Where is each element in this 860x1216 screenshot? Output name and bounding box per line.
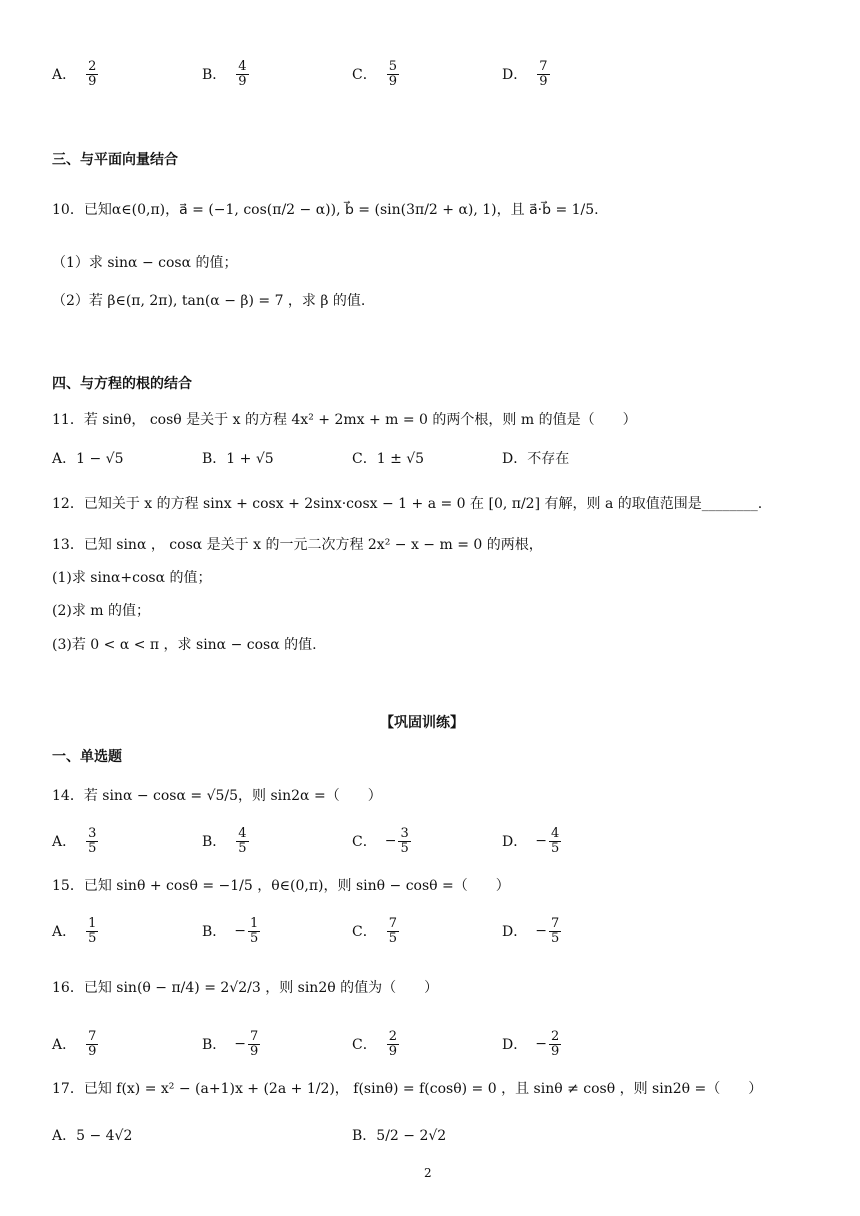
option-label: A． [52, 924, 77, 940]
question-13-part-2: (2)求 m 的值； [52, 603, 151, 619]
question-13-part-3: (3)若 0 < α < π ，求 sinα − cosα 的值. [52, 637, 317, 653]
option-label: D． [502, 1037, 528, 1053]
option-label: C． [352, 834, 377, 850]
option-c[interactable] [352, 821, 413, 861]
section-heading: 三、与平面向量结合 [52, 152, 178, 168]
option-value: $\frac{7}{5}$ [388, 915, 397, 946]
option-label: D． [502, 834, 528, 850]
question-13: 13．已知 sinα ， cosα 是关于 x 的一元二次方程 2x² − x − m = 0 的两根， [52, 537, 543, 553]
practice-title: 【巩固训练】 [380, 715, 464, 731]
option-value: $\frac{4}{5}$ [550, 825, 560, 856]
option-a[interactable] [52, 54, 100, 94]
option-d[interactable]: D．不存在 [502, 451, 570, 467]
option-value: $\frac{5}{9}$ [388, 58, 397, 89]
option-value: $\frac{7}{9}$ [539, 58, 548, 89]
option-label: B． [202, 924, 227, 940]
question-13-part-1: (1)求 sinα+cosα 的值； [52, 570, 212, 586]
option-c[interactable] [352, 911, 401, 951]
option-value: $\frac{7}{9}$ [88, 1028, 97, 1059]
option-value: $\frac{4}{5}$ [238, 825, 247, 856]
option-label: D． [502, 67, 528, 83]
option-label: B． [202, 67, 227, 83]
option-value: $\frac{7}{9}$ [250, 1028, 259, 1059]
section-heading: 四、与方程的根的结合 [52, 376, 192, 392]
option-c[interactable]: C．1 ± √5 [352, 451, 425, 467]
option-label: A． [52, 1037, 77, 1053]
option-label: C． [352, 924, 377, 940]
option-d[interactable] [502, 821, 563, 861]
option-value: $\frac{1}{5}$ [250, 915, 259, 946]
option-value: $\frac{4}{9}$ [238, 58, 247, 89]
option-d[interactable] [502, 54, 552, 94]
option-sign: − [234, 923, 247, 939]
option-b[interactable] [202, 911, 262, 951]
option-label: B． [202, 834, 227, 850]
option-label: D． [502, 924, 528, 940]
option-a[interactable] [52, 821, 100, 861]
option-value: $\frac{1}{5}$ [88, 915, 97, 946]
option-value: $\frac{2}{9}$ [550, 1028, 560, 1059]
option-sign: − [384, 833, 397, 849]
question-14: 14．若 sinα − cosα = √5/5，则 sin2α =（ ） [52, 788, 382, 804]
page-number: 2 [424, 1166, 432, 1180]
option-b[interactable] [202, 1024, 262, 1064]
option-c[interactable] [352, 1024, 401, 1064]
option-a[interactable]: A．5 − 4√2 [52, 1128, 133, 1144]
option-a[interactable] [52, 911, 100, 951]
option-a[interactable] [52, 1024, 100, 1064]
option-sign: − [535, 833, 547, 849]
option-b[interactable]: B．1 + √5 [202, 451, 274, 467]
option-d[interactable] [502, 1024, 563, 1064]
option-label: C． [352, 67, 377, 83]
question-17: 17．已知 f(x) = x² − (a+1)x + (2a + 1/2)， f(sinθ) = f(cosθ) = 0 ，且 sinθ ≠ cosθ ，则 sin2θ =（ ） [52, 1081, 763, 1097]
question-12: 12．已知关于 x 的方程 sinx + cosx + 2sinx·cosx − 1 + a = 0 在 [0, π/2] 有解，则 a 的取值范围是________. [52, 496, 763, 512]
question-10-part-1: （1）求 sinα − cosα 的值； [52, 255, 238, 271]
option-a[interactable]: A．1 − √5 [52, 451, 124, 467]
option-b[interactable]: B．5/2 − 2√2 [352, 1128, 447, 1144]
option-label: A． [52, 67, 77, 83]
option-value: $\frac{2}{9}$ [88, 58, 97, 89]
option-value: $\frac{2}{9}$ [388, 1028, 397, 1059]
option-sign: − [535, 1036, 547, 1052]
question-16: 16．已知 sin(θ − π/4) = 2√2/3 ，则 sin2θ 的值为（ ） [52, 980, 439, 996]
option-label: A． [52, 834, 77, 850]
option-value: $\frac{3}{5}$ [88, 825, 97, 856]
option-label: C． [352, 1037, 377, 1053]
option-b[interactable] [202, 54, 251, 94]
option-c[interactable] [352, 54, 401, 94]
option-value: $\frac{7}{5}$ [550, 915, 560, 946]
question-11: 11．若 sinθ， cosθ 是关于 x 的方程 4x² + 2mx + m = 0 的两个根，则 m 的值是（ ） [52, 412, 637, 428]
option-value: $\frac{3}{5}$ [400, 825, 409, 856]
question-15: 15．已知 sinθ + cosθ = −1/5 ，θ∈(0,π)，则 sinθ − cosθ =（ ） [52, 878, 510, 894]
section-heading: 一、单选题 [52, 749, 122, 765]
option-sign: − [234, 1036, 247, 1052]
option-sign: − [535, 923, 547, 939]
question-10: 10．已知α∈(0,π)，a⃗ = (−1, cos(π/2 − α)), b⃗ = (sin(3π/2 + α), 1)，且 a⃗·b⃗ = 1/5. [52, 202, 599, 218]
option-d[interactable] [502, 911, 563, 951]
option-b[interactable] [202, 821, 251, 861]
question-10-part-2: （2）若 β∈(π, 2π), tan(α − β) = 7 ，求 β 的值. [52, 293, 366, 309]
option-label: B． [202, 1037, 227, 1053]
